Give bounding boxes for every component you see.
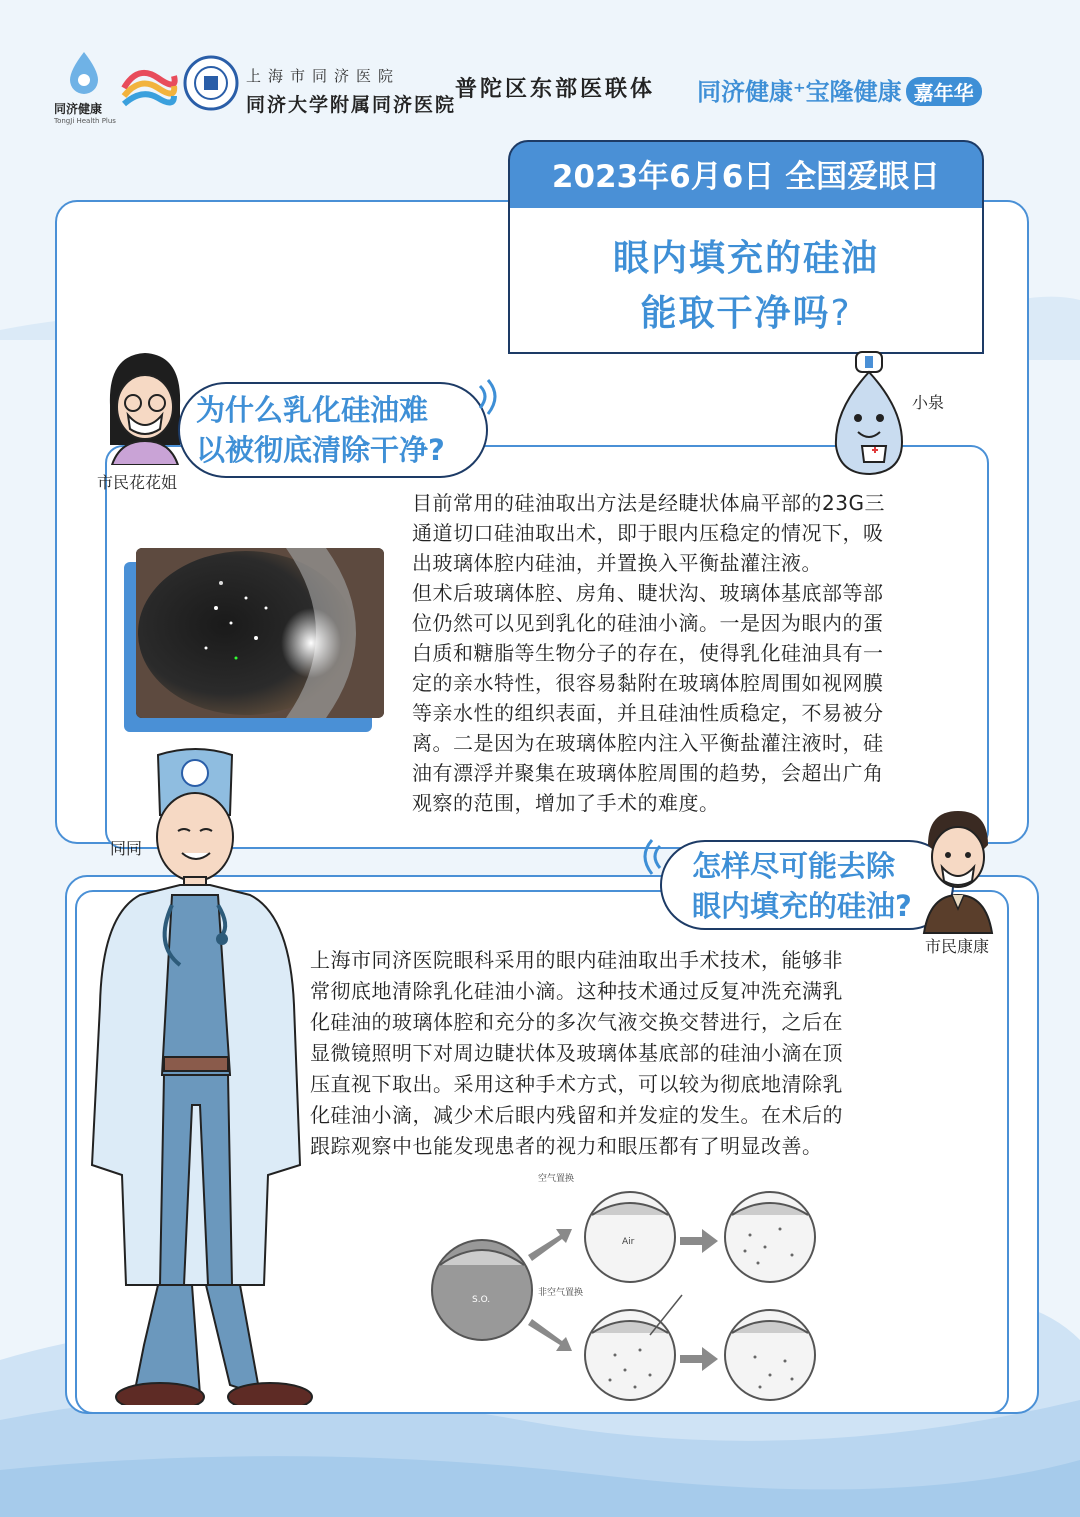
eye-photo	[136, 548, 384, 718]
eye-air-label: Air	[622, 1237, 635, 1247]
water-drop-icon	[54, 48, 114, 98]
answer-2-line: 常彻底地清除乳化硅油小滴。这种技术通过反复冲洗充满乳	[310, 979, 843, 1003]
logo-left-sub: TongJi Health Plus	[54, 117, 116, 125]
title-qmark: ?	[830, 293, 852, 334]
answer-1-line: 定的亲水特性，很容易黏附在玻璃体腔周围如视网膜	[412, 671, 884, 695]
xiaoquan-label: 小泉	[912, 393, 945, 412]
doctor-tongtong-label: 同同	[110, 839, 143, 858]
answer-2-text	[310, 945, 950, 1162]
consortium-name: 普陀区东部医联体	[455, 76, 656, 102]
answer-2-line: 显微镜照明下对周边睫状体及玻璃体基底部的硅油小滴在顶	[310, 1041, 843, 1065]
title-line-2-text: 能取干净吗	[640, 293, 831, 334]
eye-photo-image	[136, 548, 384, 718]
main-title	[508, 208, 984, 354]
answer-1-line: 位仍然可以见到乳化的硅油小滴。一是因为眼内的蛋	[412, 611, 884, 635]
answer-1-line: 白质和糖脂等生物分子的存在，使得乳化硅油具有一	[412, 641, 884, 665]
answer-1-line: 离。二是因为在玻璃体腔内注入平衡盐灌注液时，硅	[412, 731, 884, 755]
answer-1-line: 油有漂浮并聚集在玻璃体腔周围的趋势，会超出广角	[412, 761, 884, 785]
answer-1-line: 但术后玻璃体腔、房角、睫状沟、玻璃体基底部等部	[412, 581, 884, 605]
answer-2-line: 化硅油小滴，减少术后眼内残留和并发症的发生。在术后的	[310, 1103, 843, 1127]
hospital-name-block	[246, 65, 456, 117]
answer-1-line: 等亲水性的组织表面，并且硅油性质稳定，不易被分	[412, 701, 884, 725]
title-line-2	[510, 285, 982, 336]
citizen-kangkang-avatar	[918, 805, 998, 935]
label-air-exchange: 空气置换	[538, 1174, 575, 1184]
citizen-huahua-avatar	[100, 345, 190, 465]
answer-1-text	[412, 488, 952, 818]
hospital-name: 上海市同济医院	[246, 67, 401, 85]
citizen-huahua-label: 市民花花姐	[97, 473, 178, 492]
tongji-health-logo	[54, 48, 116, 125]
eye-so-label: S.O.	[472, 1295, 491, 1305]
question-2-line-1: 怎样尽可能去除	[692, 849, 896, 883]
procedure-diagram-svg	[420, 1165, 840, 1415]
question-2-bubble	[660, 840, 954, 930]
brand-right	[697, 72, 982, 107]
question-1-bubble	[178, 382, 488, 478]
xiaoquan-mascot	[822, 350, 912, 480]
answer-2-line: 跟踪观察中也能发现患者的视力和眼压都有了明显改善。	[310, 1134, 823, 1158]
question-2-line-2: 眼内填充的硅油?	[692, 889, 912, 923]
speech-waves-icon	[640, 838, 664, 878]
hospital-seal-icon	[182, 54, 240, 112]
question-1-line-1: 为什么乳化硅油难	[196, 393, 429, 427]
hospital-university: 同济大学附属同济医院	[246, 94, 457, 116]
answer-1-line: 通道切口硅油取出术，即于眼内压稳定的情况下，吸	[412, 521, 884, 545]
speech-waves-icon	[476, 378, 500, 418]
question-1-line-2: 以被彻底清除干净?	[196, 433, 445, 467]
brand-right-text: 同济健康⁺宝隆健康	[697, 78, 902, 106]
brand-badge: 嘉年华	[906, 77, 982, 106]
answer-2-line: 上海市同济医院眼科采用的眼内硅油取出手术技术，能够非	[310, 948, 843, 972]
procedure-diagram	[420, 1165, 840, 1415]
answer-2-line: 化硅油的玻璃体腔和充分的多次气液交换交替进行，之后在	[310, 1010, 843, 1034]
answer-1-line: 观察的范围，增加了手术的难度。	[412, 791, 720, 815]
citizen-kangkang-label: 市民康康	[925, 937, 990, 956]
answer-1-line: 目前常用的硅油取出方法是经睫状体扁平部的23G三	[412, 491, 885, 515]
answer-1-line: 出玻璃体腔内硅油，并置换入平衡盐灌注液。	[412, 551, 822, 575]
label-non-air-exchange: 非空气置换	[538, 1288, 584, 1298]
title-line-1: 眼内填充的硅油	[612, 238, 879, 279]
logo-left-text: 同济健康	[54, 102, 103, 116]
date-title: 2023年6月6日 全国爱眼日	[508, 140, 984, 210]
colorful-ribbon-logo	[118, 58, 178, 118]
answer-2-line: 压直视下取出。采用这种手术方式，可以较为彻底地清除乳	[310, 1072, 843, 1096]
